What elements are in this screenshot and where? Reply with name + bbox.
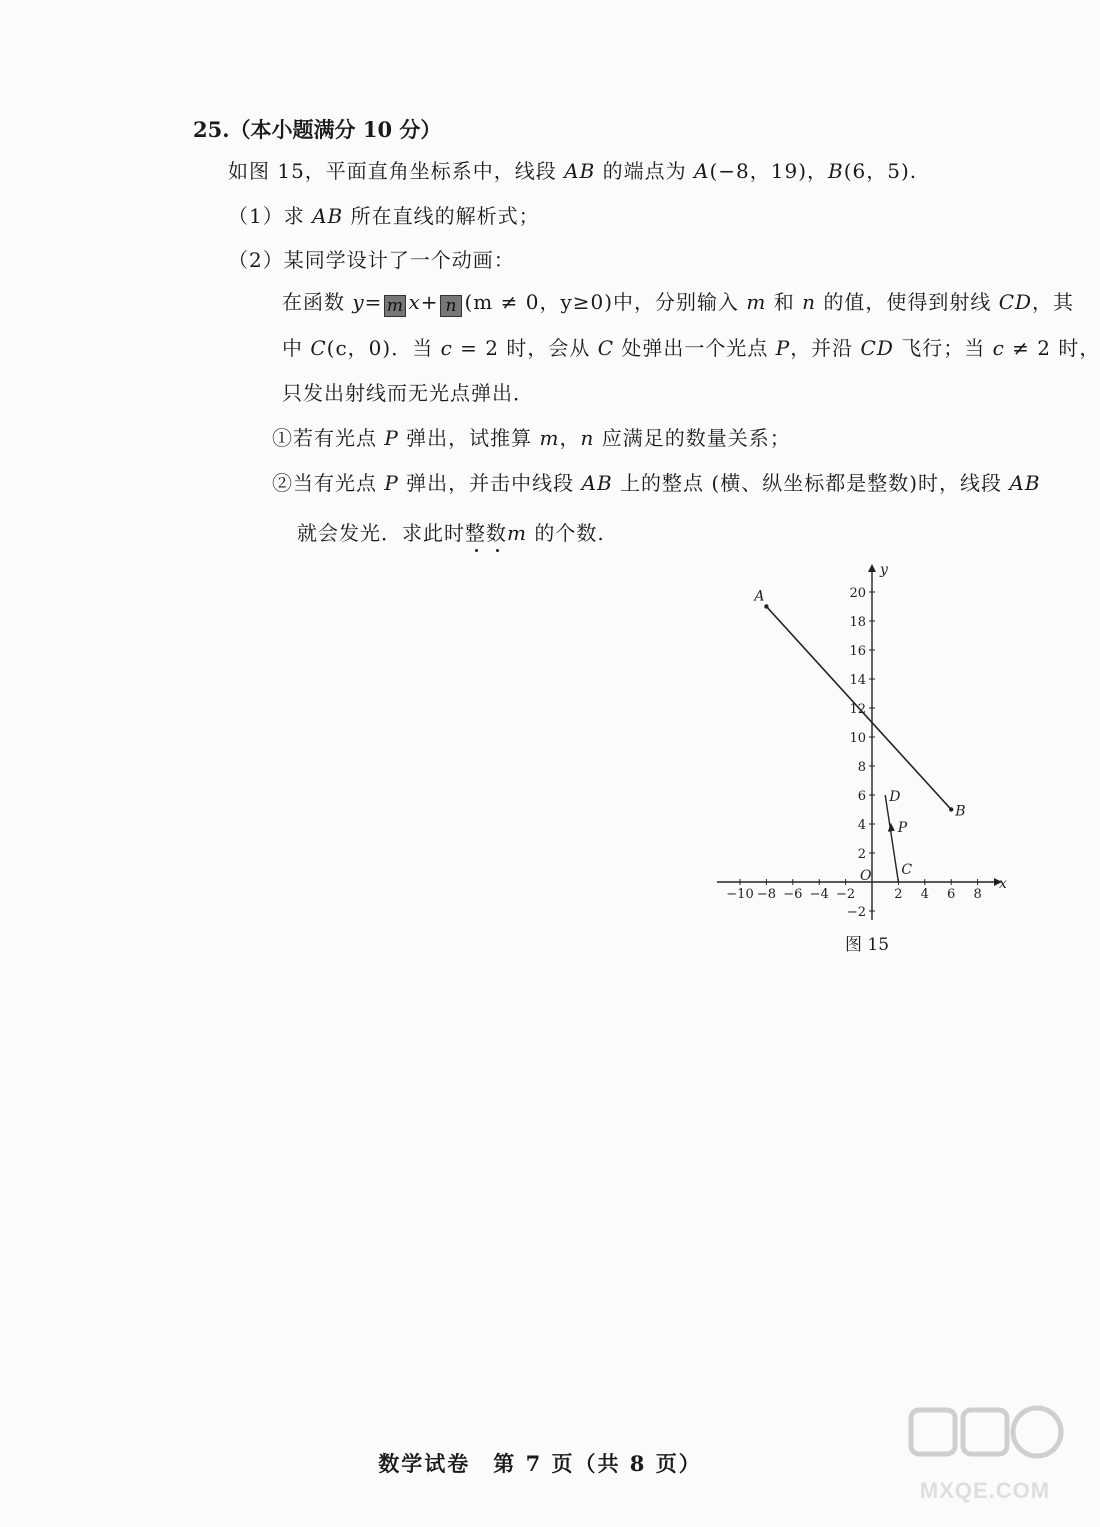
label-c: C [901,862,913,878]
figure-caption: 图 15 [845,935,890,955]
part-2-line-2: 中 C(c，0)．当 c = 2 时，会从 C 处弹出一个光点 P，并沿 CD 飞行；当 c ≠ 2 时， [282,336,1100,360]
part-2-line-3: 只发出射线而无光点弹出． [282,381,534,405]
y-tick-label: 4 [857,818,866,833]
x-tick-label: −10 [726,887,754,902]
x-tick-label: −2 [836,887,856,902]
x-tick-label: 4 [920,887,929,902]
x-tick-label: 8 [973,887,982,902]
ray-cd [885,795,898,882]
x-tick-label: −6 [783,887,803,902]
y-tick-label: 12 [849,702,866,717]
watermark-emblem-icon [905,1400,1065,1480]
point-b [949,807,953,811]
y-tick-label: 20 [849,586,866,601]
part-2-label: （2）某同学设计了一个动画： [228,248,515,272]
y-tick-label: 10 [849,731,866,746]
part-2-line-1: 在函数 y= m x+ n (m ≠ 0，y≥0)中，分别输入 m 和 n 的值，使得到射线 CD，其 [282,290,1075,316]
page-footer: 数学试卷 第 7 页（共 8 页） [378,1451,702,1476]
x-tick-label: 6 [947,887,956,902]
figure-15-coordinate-plane [712,560,1012,930]
x-tick-label: −8 [756,887,776,902]
y-tick-label: 18 [849,615,866,630]
y-tick-label: 14 [849,673,866,688]
point-a [764,604,768,608]
y-tick-label: 2 [857,847,866,862]
segment-ab [766,607,951,810]
y-tick-label: 6 [857,789,866,804]
y-axis-label: y [880,562,888,578]
m-input-box: m [384,295,406,317]
watermark-logo [905,1400,1065,1510]
x-tick-label: −4 [809,887,829,902]
x-axis-label: x [999,876,1007,892]
y-axis-arrow-icon [868,564,876,572]
sub-question-2: ②当有光点 P 弹出，并击中线段 AB 上的整点 (横、纵坐标都是整数)时，线段 AB [272,471,1041,495]
question-heading: 25.（本小题满分 10 分） [193,117,442,142]
origin-label: O [860,868,872,884]
sub-question-1: ①若有光点 P 弹出，试推算 m，n 应满足的数量关系； [272,426,791,450]
y-tick-label: 8 [857,760,866,775]
question-intro: 如图 15，平面直角坐标系中，线段 AB 的端点为 A(−8，19)，B(6，5). [228,159,918,183]
part-1: （1）求 AB 所在直线的解析式； [228,204,540,228]
label-a: A [754,588,765,605]
n-input-box: n [440,295,462,317]
x-tick-label: 2 [894,887,903,902]
label-d: D [889,789,901,805]
label-p: P [897,819,908,836]
watermark-text: MXQE.COM [919,1478,1051,1503]
label-b: B [955,803,966,820]
y-tick-label: 16 [849,644,866,659]
sub-question-2-cont: 就会发光．求此时整数m 的个数. [297,521,605,545]
point-p-arrow-icon [888,823,895,832]
y-tick-label: −2 [846,905,866,920]
